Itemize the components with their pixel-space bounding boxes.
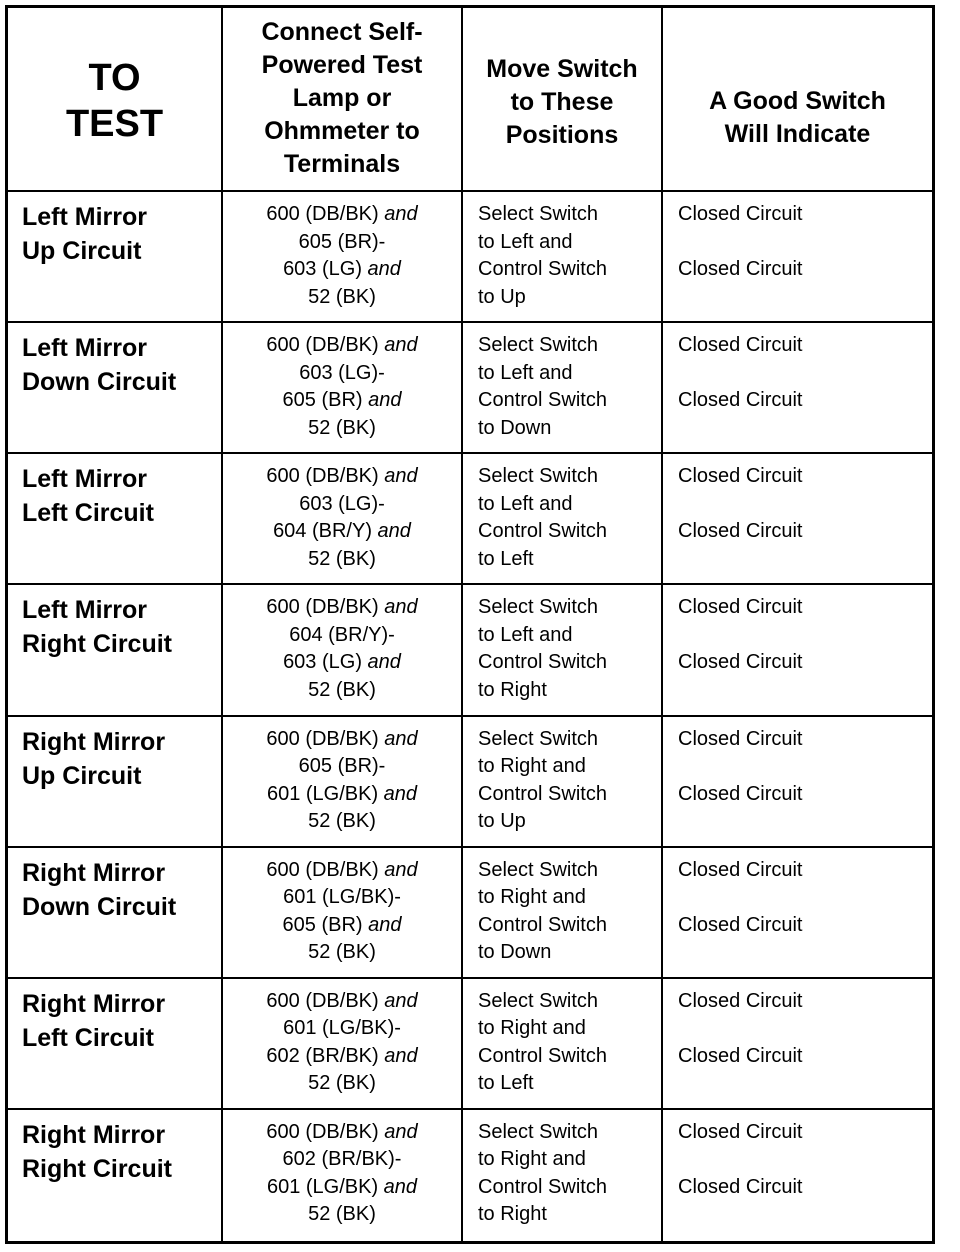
terminal-wire: 600 (DB/BK) xyxy=(266,1120,385,1143)
terminal-wire: 600 (DB/BK) xyxy=(266,465,385,488)
position-line: Control Switch xyxy=(478,913,607,936)
test-name-line: Right Mirror xyxy=(22,727,166,756)
test-name-line: Left Mirror xyxy=(22,334,147,363)
test-name-line: Left Circuit xyxy=(22,1023,154,1052)
terminal-line xyxy=(223,594,461,622)
terminals-cell xyxy=(223,1110,463,1241)
switch-positions-cell xyxy=(463,848,663,979)
terminal-line xyxy=(223,988,461,1016)
header-good-line: A Good Switch xyxy=(709,87,886,115)
terminal-wire: 605 (BR)- xyxy=(298,230,386,253)
header-connect-line: Terminals xyxy=(283,150,401,178)
switch-positions-cell xyxy=(463,454,663,585)
header-connect-line: Lamp or xyxy=(292,84,392,112)
indication-line: Closed Circuit xyxy=(678,203,803,225)
terminal-wire: 601 (LG/BK) xyxy=(266,1175,384,1198)
indication-cell xyxy=(663,1110,932,1241)
terminal-wire: 600 (DB/BK) xyxy=(266,596,385,619)
position-line: Select Switch xyxy=(478,1120,599,1143)
position-line: to Left and xyxy=(478,623,573,646)
indication-cell xyxy=(663,454,932,585)
terminal-conjunction: and xyxy=(384,989,418,1012)
test-name-line: Left Mirror xyxy=(22,465,147,494)
position-line: Select Switch xyxy=(478,727,599,750)
terminal-line xyxy=(223,622,461,650)
switch-positions-cell xyxy=(463,717,663,848)
terminal-wire: 52 (BK) xyxy=(308,1072,376,1095)
indication-line: Closed Circuit xyxy=(678,258,803,280)
header-connect-line: Connect Self- xyxy=(261,18,423,46)
indication-line: Closed Circuit xyxy=(678,913,803,936)
indication-cell xyxy=(663,717,932,848)
terminal-wire: 52 (BK) xyxy=(308,941,376,964)
position-line: to Right xyxy=(478,1203,547,1226)
header-connect-terminals xyxy=(223,8,463,192)
terminal-wire: 603 (LG)- xyxy=(299,361,385,384)
header-to-test-line: TEST xyxy=(65,103,164,145)
position-line: to Left and xyxy=(478,230,573,253)
test-name-line: Up Circuit xyxy=(22,761,142,790)
test-name-cell xyxy=(8,454,223,585)
test-name-line: Left Mirror xyxy=(22,203,147,231)
terminal-wire: 601 (LG/BK) xyxy=(266,782,384,805)
header-good-switch xyxy=(663,8,932,192)
position-line: Control Switch xyxy=(478,520,607,543)
indication-cell xyxy=(663,979,932,1110)
terminal-line xyxy=(223,491,461,519)
indication-line: Closed Circuit xyxy=(678,596,803,619)
terminal-line xyxy=(223,781,461,809)
terminal-line xyxy=(223,1119,461,1147)
terminal-line xyxy=(223,649,461,677)
terminal-wire: 600 (DB/BK) xyxy=(266,727,385,750)
test-name-cell xyxy=(8,717,223,848)
header-move-line: to These xyxy=(510,87,614,116)
terminal-conjunction: and xyxy=(384,465,418,488)
terminal-wire: 52 (BK) xyxy=(308,416,376,439)
terminal-line xyxy=(223,857,461,885)
terminal-wire: 600 (DB/BK) xyxy=(266,203,385,225)
terminal-line xyxy=(223,1146,461,1174)
position-line: to Down xyxy=(478,941,552,964)
terminal-line xyxy=(223,1201,461,1229)
terminal-wire: 605 (BR)- xyxy=(298,755,386,777)
terminal-line xyxy=(223,284,461,312)
indication-cell xyxy=(663,585,932,716)
position-line: to Left and xyxy=(478,361,573,384)
terminal-conjunction: and xyxy=(384,858,418,881)
terminal-conjunction: and xyxy=(367,258,401,280)
terminals-cell xyxy=(223,717,463,848)
test-name-cell xyxy=(8,323,223,454)
terminal-line xyxy=(223,1043,461,1071)
position-line: to Left xyxy=(478,1072,534,1095)
indication-line: Closed Circuit xyxy=(678,1044,803,1067)
test-name-cell xyxy=(8,848,223,979)
terminal-line xyxy=(223,360,461,388)
indication-line: Closed Circuit xyxy=(678,334,803,357)
terminal-wire: 605 (BR) xyxy=(282,389,369,412)
terminal-conjunction: and xyxy=(384,1044,418,1067)
terminal-line xyxy=(223,726,461,754)
terminal-line xyxy=(223,884,461,912)
terminal-line xyxy=(223,939,461,967)
terminal-conjunction: and xyxy=(383,1175,418,1198)
switch-positions-cell xyxy=(463,323,663,454)
terminal-conjunction: and xyxy=(384,1120,418,1143)
position-line: Select Switch xyxy=(478,465,599,488)
terminal-conjunction: and xyxy=(377,520,411,543)
terminal-line xyxy=(223,256,461,284)
terminal-line xyxy=(223,808,461,836)
position-line: to Down xyxy=(478,416,552,439)
terminal-wire: 52 (BK) xyxy=(308,678,376,701)
position-line: Control Switch xyxy=(478,782,607,805)
position-line: Select Switch xyxy=(478,596,599,619)
header-move-line: Move Switch xyxy=(486,54,638,83)
terminal-wire: 600 (DB/BK) xyxy=(266,858,385,881)
terminal-wire: 52 (BK) xyxy=(308,547,376,570)
header-to-test xyxy=(8,8,223,192)
terminal-conjunction: and xyxy=(367,651,401,674)
terminal-line xyxy=(223,332,461,360)
terminal-wire: 600 (DB/BK) xyxy=(266,989,385,1012)
terminal-line xyxy=(223,753,461,781)
terminal-wire: 52 (BK) xyxy=(308,1203,376,1226)
terminal-line xyxy=(223,463,461,491)
header-connect-line: Powered Test xyxy=(261,51,423,79)
test-name-cell xyxy=(8,1110,223,1241)
indication-line: Closed Circuit xyxy=(678,989,803,1012)
terminal-wire: 601 (LG/BK)- xyxy=(283,1017,401,1040)
terminal-wire: 602 (BR/BK)- xyxy=(282,1148,402,1171)
position-line: to Right and xyxy=(478,1148,586,1171)
terminal-wire: 600 (DB/BK) xyxy=(266,334,385,357)
terminal-conjunction: and xyxy=(384,203,418,225)
terminal-line xyxy=(223,1070,461,1098)
position-line: Select Switch xyxy=(478,858,599,881)
indication-line: Closed Circuit xyxy=(678,782,803,805)
terminal-wire: 601 (LG/BK)- xyxy=(283,886,401,909)
position-line: Select Switch xyxy=(478,989,599,1012)
terminal-line xyxy=(223,546,461,574)
switch-positions-cell xyxy=(463,979,663,1110)
position-line: Select Switch xyxy=(478,334,599,357)
terminal-line xyxy=(223,1174,461,1202)
terminal-wire: 605 (BR) xyxy=(282,913,369,936)
terminal-line xyxy=(223,677,461,705)
terminal-conjunction: and xyxy=(384,596,418,619)
test-name-line: Left Circuit xyxy=(22,499,154,528)
position-line: to Up xyxy=(478,810,526,832)
terminal-line xyxy=(223,518,461,546)
test-name-line: Down Circuit xyxy=(22,368,177,397)
terminal-wire: 602 (BR/BK) xyxy=(266,1044,385,1067)
terminal-wire: 604 (BR/Y) xyxy=(273,520,378,543)
terminal-conjunction: and xyxy=(383,782,418,805)
switch-positions-cell xyxy=(463,192,663,323)
terminal-wire: 603 (LG) xyxy=(283,651,368,674)
terminal-conjunction: and xyxy=(368,913,402,936)
terminal-conjunction: and xyxy=(384,334,418,357)
test-name-cell xyxy=(8,585,223,716)
terminals-cell xyxy=(223,848,463,979)
terminal-line xyxy=(223,1015,461,1043)
indication-line: Closed Circuit xyxy=(678,1175,803,1198)
position-line: Control Switch xyxy=(478,1175,607,1198)
indication-line: Closed Circuit xyxy=(678,1120,803,1143)
test-name-line: Right Mirror xyxy=(22,858,166,887)
indication-cell xyxy=(663,192,932,323)
test-name-line: Left Mirror xyxy=(22,596,147,625)
terminal-conjunction: and xyxy=(384,727,418,750)
indication-line: Closed Circuit xyxy=(678,389,803,412)
position-line: to Right and xyxy=(478,886,586,909)
indication-line: Closed Circuit xyxy=(678,520,803,543)
position-line: to Right and xyxy=(478,755,586,777)
terminal-wire: 52 (BK) xyxy=(308,810,376,832)
test-name-line: Right Mirror xyxy=(22,989,166,1018)
terminal-conjunction: and xyxy=(368,389,402,412)
position-line: to Up xyxy=(478,285,526,308)
header-good-line: Will Indicate xyxy=(724,120,871,148)
test-name-cell xyxy=(8,192,223,323)
terminal-wire: 603 (LG)- xyxy=(299,492,385,515)
header-connect-line: Ohmmeter to xyxy=(264,117,420,145)
test-name-line: Up Circuit xyxy=(22,237,142,265)
terminal-wire: 604 (BR/Y)- xyxy=(289,623,395,646)
position-line: to Left and xyxy=(478,492,573,515)
position-line: to Right xyxy=(478,678,547,701)
terminals-cell xyxy=(223,323,463,454)
test-name-line: Right Circuit xyxy=(22,630,172,659)
header-to-test-line: TO xyxy=(88,57,141,99)
position-line: Select Switch xyxy=(478,203,599,225)
test-name-line: Right Mirror xyxy=(22,1120,166,1149)
switch-test-table xyxy=(5,5,935,1244)
indication-line: Closed Circuit xyxy=(678,858,803,881)
position-line: Control Switch xyxy=(478,258,607,280)
position-line: to Left xyxy=(478,547,534,570)
terminal-line xyxy=(223,415,461,443)
terminals-cell xyxy=(223,585,463,716)
terminals-cell xyxy=(223,454,463,585)
terminal-wire: 52 (BK) xyxy=(308,285,376,308)
terminal-wire: 603 (LG) xyxy=(283,258,368,280)
test-name-line: Right Circuit xyxy=(22,1154,172,1183)
indication-cell xyxy=(663,323,932,454)
position-line: Control Switch xyxy=(478,389,607,412)
indication-line: Closed Circuit xyxy=(678,727,803,750)
indication-line: Closed Circuit xyxy=(678,651,803,674)
test-name-line: Down Circuit xyxy=(22,892,177,921)
position-line: Control Switch xyxy=(478,1044,607,1067)
position-line: Control Switch xyxy=(478,651,607,674)
terminals-cell xyxy=(223,192,463,323)
position-line: to Right and xyxy=(478,1017,586,1040)
terminals-cell xyxy=(223,979,463,1110)
header-move-line: Positions xyxy=(505,120,619,149)
test-name-cell xyxy=(8,979,223,1110)
terminal-line xyxy=(223,229,461,257)
switch-positions-cell xyxy=(463,1110,663,1241)
header-move-switch xyxy=(463,8,663,192)
indication-cell xyxy=(663,848,932,979)
switch-positions-cell xyxy=(463,585,663,716)
terminal-line xyxy=(223,912,461,940)
indication-line: Closed Circuit xyxy=(678,465,803,488)
terminal-line xyxy=(223,387,461,415)
terminal-line xyxy=(223,201,461,229)
